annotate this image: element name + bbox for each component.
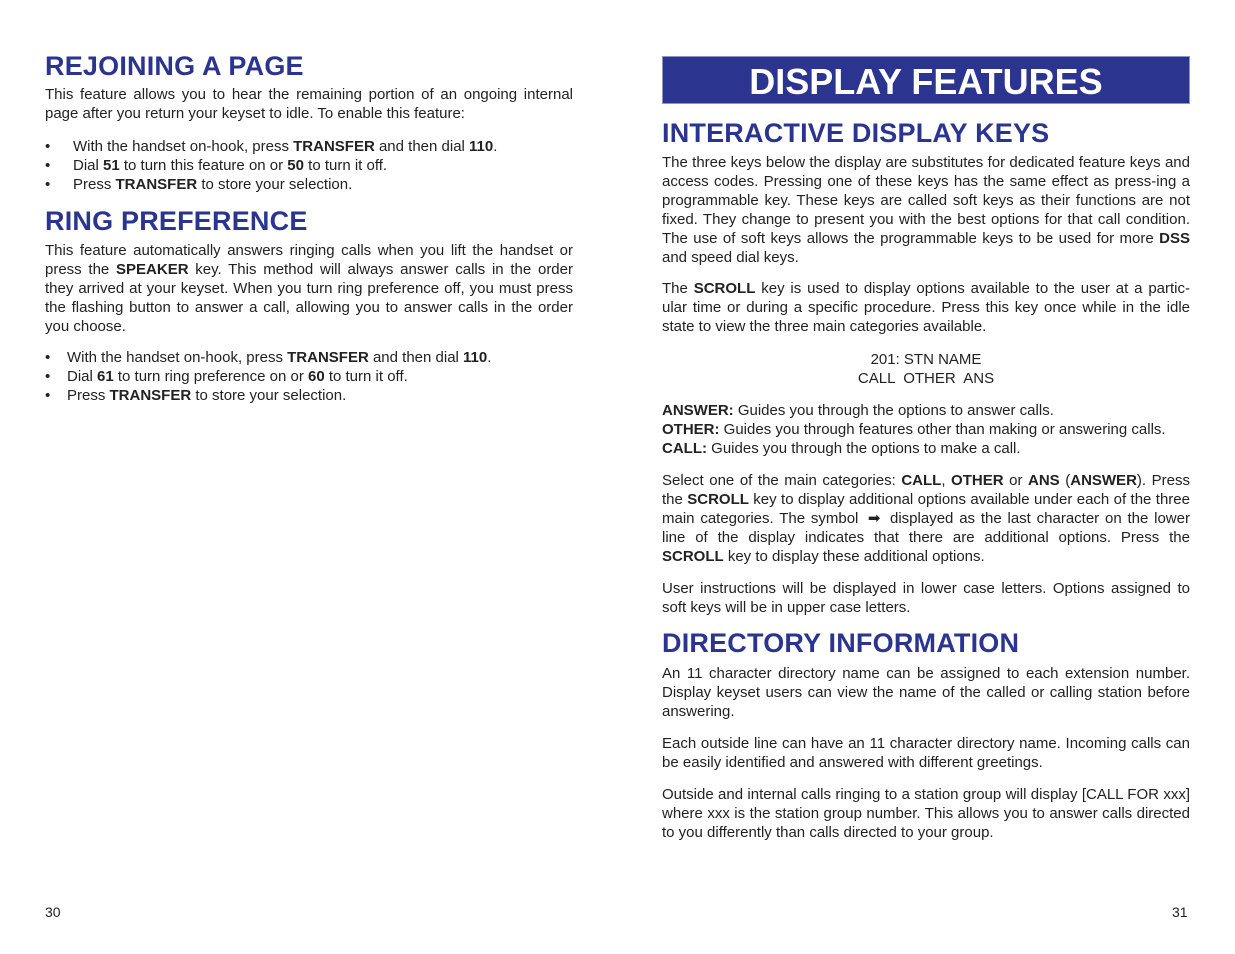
display-features-banner: DISPLAY FEATURES [662, 56, 1190, 104]
display-example [662, 350, 1190, 388]
directory-paragraph-3: Outside and internal calls ringing to a station group will display [CALL FOR xxx] where xxx is the station group number. This allows you to answer calls directed to you differently than calls directed to your group. [662, 786, 1190, 841]
select-category-instructions: Select one of the main categories: CALL, OTHER or ANS (ANSWER). Press the SCROLL key to display additional options available under each of the three main categories. The symbol ➡ displayed as the last character on the lower line of the display indicates that there are additional options. Press the SCROLL key to display these additional options. [662, 472, 1190, 565]
directory-paragraph-1: An 11 character directory name can be assigned to each extension number. Display keyset users can view the name of the called or calling station before answering. [662, 665, 1190, 720]
arrow-right-icon: ➡ [867, 510, 881, 527]
directory-information-heading: DIRECTORY INFORMATION [662, 628, 1020, 658]
scroll-key-description: The SCROLL key is used to display options available to the user at a partic-ular time or during a specific procedure. Press this key once while in the idle state to view the three main categories available. [662, 280, 1190, 335]
display-line-1: 201: STN NAME [870, 351, 982, 368]
page-number-right: 31 [1172, 904, 1188, 920]
list-item: • Press TRANSFER to store your selection. [45, 175, 573, 194]
list-item: • With the handset on-hook, press TRANSFER and then dial 110. [45, 348, 573, 367]
ring-preference-heading: RING PREFERENCE [45, 206, 308, 236]
ring-preference-description: This feature automatically answers ringing calls when you lift the handset or press the SPEAKER key. This method will always answer calls in the order they arrived at your keyset. When you turn ring preference off, you must press the flashing button to answer a call, allowing you to answer calls in the order you choose. [45, 242, 573, 335]
list-item: • Press TRANSFER to store your selection. [45, 386, 573, 405]
rejoining-a-page-heading: REJOINING A PAGE [45, 51, 304, 81]
interactive-display-keys-heading: INTERACTIVE DISPLAY KEYS [662, 118, 1050, 148]
rejoining-intro: This feature allows you to hear the remaining portion of an ongoing internal page after you return your keyset to idle. To enable this feature: [45, 86, 573, 122]
case-note: User instructions will be displayed in lower case letters. Options assigned to soft keys will be in upper case letters. [662, 580, 1190, 616]
rejoining-steps [45, 137, 573, 194]
soft-keys-description: The three keys below the display are substitutes for dedicated feature keys and access codes. Pressing one of these keys has the same effect as press-ing a programmable key. These keys are called soft keys as their functions are not fixed. They change to present you with the best options for that call condition. The use of soft keys allows the programmable keys to be used for more DSS and speed dial keys. [662, 154, 1190, 266]
list-item: • With the handset on-hook, press TRANSFER and then dial 110. [45, 137, 573, 156]
ring-preference-steps [45, 348, 573, 405]
answer-definition: ANSWER: Guides you through the options to answer calls. [662, 402, 1054, 419]
list-item: • Dial 51 to turn this feature on or 50 to turn it off. [45, 156, 573, 175]
directory-paragraph-2: Each outside line can have an 11 character directory name. Incoming calls can be easily identified and answered with different greetings. [662, 735, 1190, 771]
category-definitions [662, 401, 1202, 458]
display-line-2: CALL OTHER ANS [857, 370, 995, 387]
list-item: • Dial 61 to turn ring preference on or 60 to turn it off. [45, 367, 573, 386]
call-definition: CALL: Guides you through the options to make a call. [662, 440, 1021, 457]
other-definition: OTHER: Guides you through features other than making or answering calls. [662, 421, 1166, 438]
page-number-left: 30 [45, 904, 61, 920]
